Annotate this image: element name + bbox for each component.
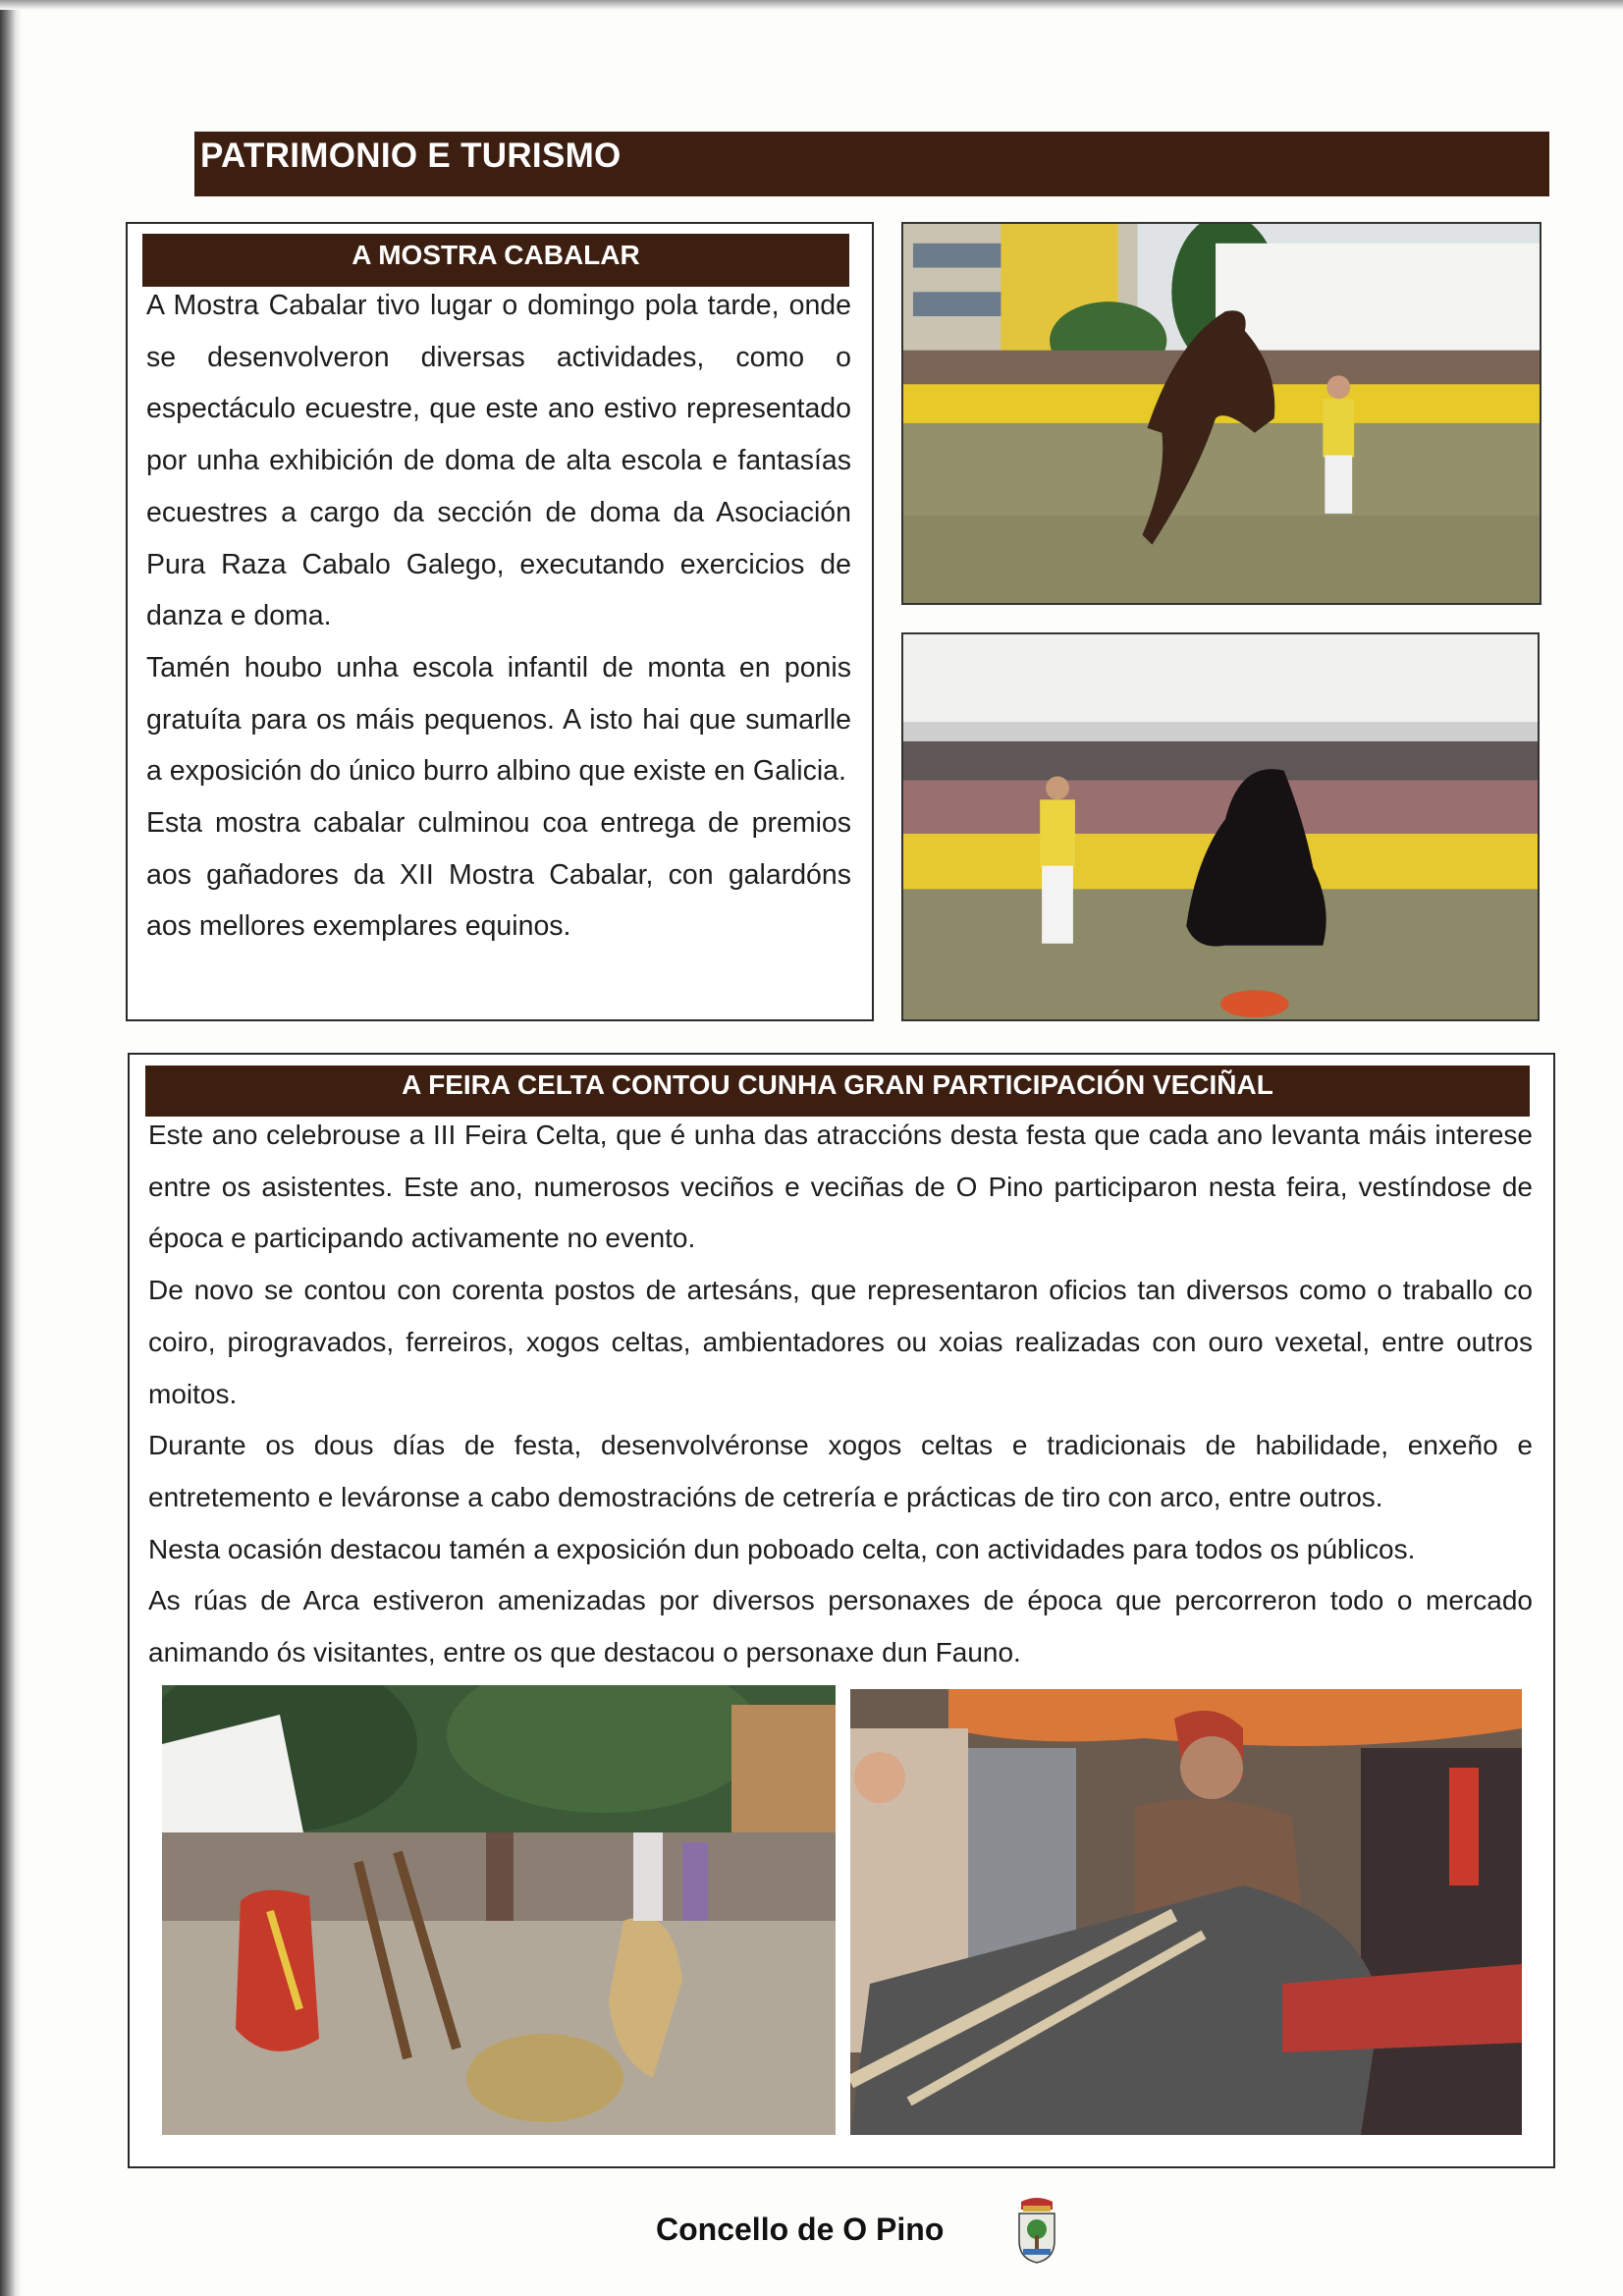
mostra-paragraph-3: Esta mostra cabalar culminou coa entrega de premios aos gañadores da XII Mostra Cabalar, con galardóns aos mellores exemplares equinos. bbox=[146, 807, 851, 943]
page-binding-shadow bbox=[0, 0, 22, 2296]
feira-paragraph-1: Este ano celebrouse a III Feira Celta, que é unha das atraccións desta festa que cada ano levanta máis interese entre os asistentes. Este ano, numerosos veciños e veciñas de O Pino participaron nesta feira, vestíndose de época e participando activamente no evento. bbox=[148, 1120, 1533, 1254]
mostra-paragraph-1: A Mostra Cabalar tivo lugar o domingo pola tarde, onde se desenvolveron diversas actividades, como o espectáculo ecuestre, que este ano estivo representado por unha exhibición de doma de alta escola e fantasías ecuestres a cargo da sección de doma da Asociación Pura Raza Cabalo Galego, executando exercicios de danza e doma. bbox=[146, 290, 851, 632]
municipal-crest-icon bbox=[1015, 2196, 1058, 2265]
feira-paragraph-4: Nesta ocasión destacou tamén a exposición dun poboado celta, con actividades para todos os públicos. bbox=[148, 1533, 1416, 1564]
feira-paragraph-2: De novo se contou con corenta postos de artesáns, que representaron oficios tan diversos como o traballo co coiro, pirogravados, ferreiros, xogos celtas, ambientadores ou xoias realizadas con ouro vexetal, entre outros moitos. bbox=[148, 1275, 1533, 1409]
mostra-paragraph-2: Tamén houbo unha escola infantil de monta en ponis gratuíta para os máis pequenos. A isto hai que sumarlle a exposición do único burro albino que existe en Galicia. bbox=[146, 651, 851, 788]
photo-sitting-horse bbox=[901, 632, 1540, 1021]
photo-blacksmith bbox=[850, 1689, 1522, 2135]
section-header bbox=[194, 132, 1549, 196]
mostra-cabalar-title: A MOSTRA CABALAR bbox=[142, 234, 849, 287]
feira-paragraph-3: Durante os dous días de festa, desenvolvéronse xogos celtas e tradicionais de habilidade, enxeño e entretemento e leváronse a cabo demostracións de cetrería e prácticas de tiro con arco, entre outros. bbox=[148, 1430, 1533, 1512]
page-top-shadow bbox=[0, 0, 1623, 10]
photo-rearing-horse bbox=[901, 222, 1542, 605]
feira-celta-text bbox=[148, 1110, 1533, 1679]
mostra-cabalar-text bbox=[146, 280, 851, 953]
section-title: PATRIMONIO E TURISMO bbox=[200, 137, 622, 175]
feira-celta-title: A FEIRA CELTA CONTOU CUNHA GRAN PARTICIPACIÓN VECIÑAL bbox=[145, 1066, 1530, 1117]
feira-paragraph-5: As rúas de Arca estiveron amenizadas por diversos personaxes de época que percorreron todo o mercado animando ós visitantes, entre os que destacou o personaxe dun Fauno. bbox=[148, 1585, 1533, 1668]
footer-municipality: Concello de O Pino bbox=[656, 2212, 945, 2247]
photo-celtic-market bbox=[162, 1685, 836, 2135]
